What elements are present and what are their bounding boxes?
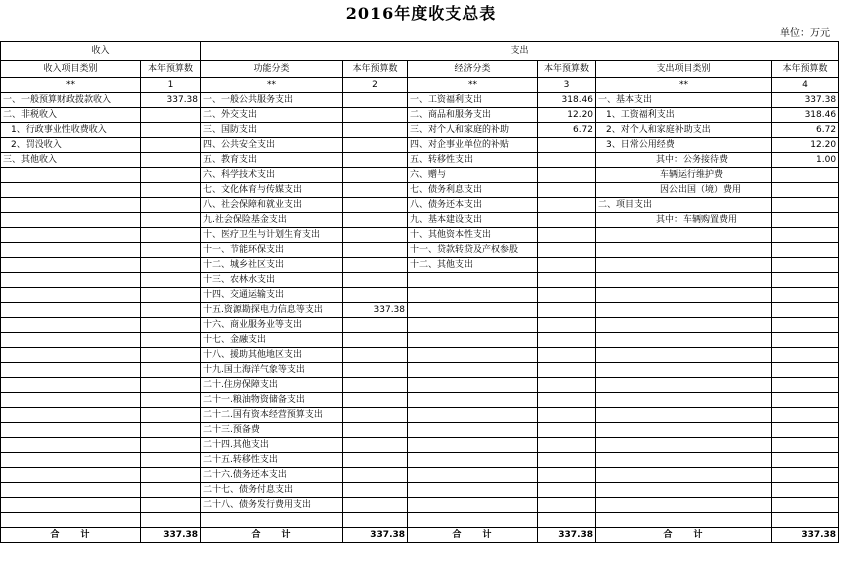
income-item-cell[interactable] [1,288,141,303]
functional-value-cell[interactable] [343,483,408,498]
empty-cell[interactable] [343,513,408,528]
expense-value-cell[interactable] [772,408,839,423]
income-total-label[interactable]: 合 计 [1,528,141,543]
col-economic[interactable]: 经济分类 [408,61,538,78]
col-functional[interactable]: 功能分类 [201,61,343,78]
functional-item-cell[interactable]: 九.社会保险基金支出 [201,213,343,228]
economic-item-cell[interactable]: 十一、贷款转贷及产权参股 [408,243,538,258]
expense-value-cell[interactable] [772,393,839,408]
economic-value-cell[interactable] [538,183,596,198]
economic-value-cell[interactable]: 12.20 [538,108,596,123]
functional-item-cell[interactable]: 十二、城乡社区支出 [201,258,343,273]
expense-item-cell[interactable]: 其中：车辆购置费用 [596,213,772,228]
income-value-cell[interactable] [141,498,201,513]
economic-value-cell[interactable] [538,198,596,213]
income-item-cell[interactable]: 1、行政事业性收费收入 [1,123,141,138]
income-item-cell[interactable] [1,423,141,438]
expense-item-cell[interactable]: 其中：公务接待费 [596,153,772,168]
expense-item-cell[interactable] [596,228,772,243]
functional-value-cell[interactable] [343,123,408,138]
table-row [1,198,839,213]
expense-value-cell[interactable]: 337.38 [772,93,839,108]
income-item-cell[interactable] [1,318,141,333]
budget-table [0,41,839,543]
expense-item-cell[interactable] [596,393,772,408]
income-value-cell[interactable] [141,138,201,153]
expense-value-cell[interactable]: 12.20 [772,138,839,153]
expense-value-cell[interactable] [772,183,839,198]
expense-value-cell[interactable] [772,318,839,333]
economic-item-cell[interactable] [408,363,538,378]
functional-value-cell[interactable] [343,168,408,183]
table-row [1,318,839,333]
income-value-cell[interactable] [141,303,201,318]
expense-item-cell[interactable] [596,363,772,378]
economic-value-cell[interactable] [538,453,596,468]
functional-item-cell[interactable]: 二十三.预备费 [201,423,343,438]
table-row [1,408,839,423]
functional-value-cell[interactable] [343,138,408,153]
income-value-cell[interactable] [141,408,201,423]
income-item-cell[interactable] [1,378,141,393]
empty-cell[interactable] [1,513,141,528]
economic-value-cell[interactable] [538,243,596,258]
col-expense-item[interactable]: 支出项目类别 [596,61,772,78]
income-item-cell[interactable] [1,168,141,183]
income-item-cell[interactable] [1,258,141,273]
income-item-cell[interactable]: 一、一般预算财政拨款收入 [1,93,141,108]
table-row [1,123,839,138]
income-value-cell[interactable] [141,153,201,168]
income-item-cell[interactable] [1,483,141,498]
economic-item-cell[interactable]: 三、对个人和家庭的补助 [408,123,538,138]
income-value-cell[interactable] [141,258,201,273]
col-budget-4[interactable]: 本年预算数 [772,61,839,78]
expense-value-cell[interactable] [772,363,839,378]
income-value-cell[interactable] [141,333,201,348]
index-star[interactable]: ** [201,78,343,93]
functional-value-cell[interactable] [343,318,408,333]
income-item-cell[interactable] [1,213,141,228]
income-header[interactable]: 收入 [1,42,201,61]
economic-value-cell[interactable] [538,378,596,393]
empty-cell[interactable] [538,513,596,528]
functional-value-cell[interactable] [343,243,408,258]
income-item-cell[interactable]: 二、非税收入 [1,108,141,123]
expense-item-cell[interactable] [596,333,772,348]
economic-value-cell[interactable] [538,483,596,498]
table-row [1,153,839,168]
economic-item-cell[interactable] [408,318,538,333]
index-star[interactable]: ** [596,78,772,93]
expense-value-cell[interactable] [772,303,839,318]
expense-header[interactable]: 支出 [201,42,839,61]
functional-value-cell[interactable] [343,408,408,423]
expense-value-cell[interactable] [772,483,839,498]
col-budget-2[interactable]: 本年预算数 [343,61,408,78]
expense-item-cell[interactable]: 2、对个人和家庭补助支出 [596,123,772,138]
economic-item-cell[interactable]: 七、债务利息支出 [408,183,538,198]
functional-value-cell[interactable] [343,183,408,198]
functional-value-cell[interactable] [343,153,408,168]
expense-value-cell[interactable] [772,378,839,393]
expense-value-cell[interactable] [772,468,839,483]
economic-value-cell[interactable] [538,228,596,243]
expense-value-cell[interactable] [772,228,839,243]
economic-item-cell[interactable]: 九、基本建设支出 [408,213,538,228]
empty-cell[interactable] [201,513,343,528]
expense-value-cell[interactable]: 6.72 [772,123,839,138]
table-row [1,468,839,483]
expense-value-cell[interactable] [772,498,839,513]
income-value-cell[interactable] [141,123,201,138]
economic-item-cell[interactable] [408,498,538,513]
functional-item-cell[interactable]: 六、科学技术支出 [201,168,343,183]
col-income-item[interactable]: 收入项目类别 [1,61,141,78]
economic-item-cell[interactable]: 二、商品和服务支出 [408,108,538,123]
income-item-cell[interactable] [1,348,141,363]
functional-value-cell[interactable] [343,273,408,288]
income-value-cell[interactable] [141,468,201,483]
expense-item-cell[interactable]: 一、基本支出 [596,93,772,108]
table-row [1,303,839,318]
income-item-cell[interactable] [1,228,141,243]
expense-value-cell[interactable]: 1.00 [772,153,839,168]
economic-value-cell[interactable] [538,303,596,318]
economic-value-cell[interactable] [538,408,596,423]
income-value-cell[interactable] [141,363,201,378]
income-value-cell[interactable] [141,393,201,408]
table-row [1,273,839,288]
expense-item-cell[interactable] [596,468,772,483]
economic-value-cell[interactable] [538,423,596,438]
functional-value-cell[interactable] [343,108,408,123]
economic-value-cell[interactable] [538,393,596,408]
functional-value-cell[interactable] [343,198,408,213]
table-row [1,138,839,153]
economic-item-cell[interactable] [408,288,538,303]
income-item-cell[interactable] [1,453,141,468]
expense-total-label[interactable]: 合 计 [596,528,772,543]
functional-value-cell[interactable] [343,498,408,513]
economic-item-cell[interactable] [408,453,538,468]
empty-cell[interactable] [772,513,839,528]
economic-value-cell[interactable] [538,318,596,333]
functional-item-cell[interactable]: 十六、商业服务业等支出 [201,318,343,333]
table-row [1,333,839,348]
functional-value-cell[interactable] [343,378,408,393]
functional-item-cell[interactable]: 二十.住房保障支出 [201,378,343,393]
empty-cell[interactable] [408,513,538,528]
expense-item-cell[interactable] [596,378,772,393]
expense-item-cell[interactable] [596,273,772,288]
economic-item-cell[interactable]: 十二、其他支出 [408,258,538,273]
economic-total-value[interactable]: 337.38 [538,528,596,543]
income-value-cell[interactable] [141,318,201,333]
empty-cell[interactable] [141,513,201,528]
income-item-cell[interactable] [1,498,141,513]
functional-item-cell[interactable]: 二十四.其他支出 [201,438,343,453]
sheet-title: 2016年度收支总表 [345,4,497,23]
functional-item-cell[interactable]: 二十七、债务付息支出 [201,483,343,498]
economic-value-cell[interactable] [538,138,596,153]
functional-item-cell[interactable]: 二、外交支出 [201,108,343,123]
income-item-cell[interactable]: 三、其他收入 [1,153,141,168]
income-item-cell[interactable] [1,393,141,408]
functional-item-cell[interactable]: 一、一般公共服务支出 [201,93,343,108]
economic-item-cell[interactable] [408,378,538,393]
functional-item-cell[interactable]: 十九.国土海洋气象等支出 [201,363,343,378]
functional-item-cell[interactable]: 三、国防支出 [201,123,343,138]
unit-label: 单位：万元 [780,28,830,39]
totals-row [1,528,839,543]
functional-item-cell[interactable]: 二十二.国有资本经营预算支出 [201,408,343,423]
table-row [1,483,839,498]
economic-total-label[interactable]: 合 计 [408,528,538,543]
income-value-cell[interactable] [141,348,201,363]
economic-item-cell[interactable] [408,393,538,408]
functional-item-cell[interactable]: 十五.资源勘探电力信息等支出 [201,303,343,318]
economic-value-cell[interactable] [538,363,596,378]
expense-item-cell[interactable] [596,438,772,453]
expense-item-cell[interactable] [596,483,772,498]
income-total-value[interactable]: 337.38 [141,528,201,543]
income-item-cell[interactable]: 2、罚没收入 [1,138,141,153]
expense-item-cell[interactable] [596,408,772,423]
economic-value-cell[interactable] [538,213,596,228]
income-item-cell[interactable] [1,333,141,348]
expense-item-cell[interactable]: 1、工资福利支出 [596,108,772,123]
expense-item-cell[interactable] [596,423,772,438]
economic-value-cell[interactable] [538,498,596,513]
functional-value-cell[interactable] [343,213,408,228]
economic-value-cell[interactable] [538,333,596,348]
economic-item-cell[interactable] [408,423,538,438]
table-row [1,288,839,303]
income-item-cell[interactable] [1,183,141,198]
economic-item-cell[interactable]: 一、工资福利支出 [408,93,538,108]
table-row [1,453,839,468]
table-row [1,183,839,198]
functional-value-cell[interactable] [343,228,408,243]
functional-value-cell[interactable] [343,423,408,438]
index-star[interactable]: ** [408,78,538,93]
income-item-cell[interactable] [1,303,141,318]
functional-value-cell[interactable] [343,453,408,468]
economic-item-cell[interactable] [408,333,538,348]
functional-value-cell[interactable]: 337.38 [343,303,408,318]
table-row-empty [1,513,839,528]
expense-value-cell[interactable] [772,288,839,303]
economic-item-cell[interactable] [408,438,538,453]
functional-item-cell[interactable]: 十三、农林水支出 [201,273,343,288]
income-value-cell[interactable] [141,183,201,198]
functional-item-cell[interactable]: 二十五.转移性支出 [201,453,343,468]
economic-item-cell[interactable] [408,408,538,423]
income-item-cell[interactable] [1,468,141,483]
income-value-cell[interactable] [141,288,201,303]
functional-value-cell[interactable] [343,333,408,348]
income-value-cell[interactable] [141,108,201,123]
functional-item-cell[interactable]: 二十一.粮油物资储备支出 [201,393,343,408]
expense-item-cell[interactable]: 3、日常公用经费 [596,138,772,153]
economic-value-cell[interactable] [538,153,596,168]
functional-value-cell[interactable] [343,93,408,108]
expense-item-cell[interactable] [596,258,772,273]
economic-value-cell[interactable] [538,468,596,483]
economic-item-cell[interactable] [408,273,538,288]
economic-value-cell[interactable] [538,348,596,363]
economic-item-cell[interactable]: 八、债务还本支出 [408,198,538,213]
functional-item-cell[interactable]: 五、教育支出 [201,153,343,168]
economic-item-cell[interactable] [408,303,538,318]
table-row [1,228,839,243]
functional-value-cell[interactable] [343,258,408,273]
income-item-cell[interactable] [1,438,141,453]
economic-value-cell[interactable]: 318.46 [538,93,596,108]
table-row [1,258,839,273]
expense-value-cell[interactable] [772,348,839,363]
economic-value-cell[interactable] [538,438,596,453]
economic-item-cell[interactable]: 六、赠与 [408,168,538,183]
income-item-cell[interactable] [1,273,141,288]
functional-item-cell[interactable]: 十一、节能环保支出 [201,243,343,258]
index-2[interactable]: 2 [343,78,408,93]
functional-item-cell[interactable]: 十四、交通运输支出 [201,288,343,303]
income-value-cell[interactable] [141,423,201,438]
expense-item-cell[interactable] [596,288,772,303]
expense-item-cell[interactable] [596,453,772,468]
expense-item-cell[interactable] [596,498,772,513]
expense-value-cell[interactable] [772,243,839,258]
table-row [1,423,839,438]
functional-value-cell[interactable] [343,348,408,363]
table-row [1,243,839,258]
income-item-cell[interactable] [1,408,141,423]
economic-item-cell[interactable]: 五、转移性支出 [408,153,538,168]
economic-value-cell[interactable] [538,258,596,273]
expense-item-cell[interactable]: 车辆运行维护费 [596,168,772,183]
expense-value-cell[interactable] [772,333,839,348]
income-value-cell[interactable] [141,378,201,393]
empty-cell[interactable] [596,513,772,528]
economic-value-cell[interactable]: 6.72 [538,123,596,138]
functional-item-cell[interactable]: 二十八、债务发行费用支出 [201,498,343,513]
table-row [1,213,839,228]
table-row [1,348,839,363]
income-value-cell[interactable] [141,198,201,213]
table-row [1,168,839,183]
expense-value-cell[interactable] [772,198,839,213]
functional-item-cell[interactable]: 十八、援助其他地区支出 [201,348,343,363]
table-row [1,378,839,393]
table-row [1,498,839,513]
economic-item-cell[interactable]: 四、对企事业单位的补贴 [408,138,538,153]
expense-value-cell[interactable] [772,213,839,228]
income-value-cell[interactable] [141,228,201,243]
functional-value-cell[interactable] [343,468,408,483]
functional-value-cell[interactable] [343,288,408,303]
index-1[interactable]: 1 [141,78,201,93]
economic-value-cell[interactable] [538,288,596,303]
income-value-cell[interactable] [141,243,201,258]
expense-value-cell[interactable]: 318.46 [772,108,839,123]
functional-item-cell[interactable]: 八、社会保障和就业支出 [201,198,343,213]
functional-item-cell[interactable]: 七、文化体育与传媒支出 [201,183,343,198]
index-star[interactable]: ** [1,78,141,93]
income-value-cell[interactable] [141,438,201,453]
income-value-cell[interactable] [141,168,201,183]
expense-value-cell[interactable] [772,453,839,468]
functional-value-cell[interactable] [343,393,408,408]
expense-item-cell[interactable] [596,318,772,333]
income-item-cell[interactable] [1,243,141,258]
table-row [1,363,839,378]
functional-total-label[interactable]: 合 计 [201,528,343,543]
expense-item-cell[interactable] [596,303,772,318]
functional-item-cell[interactable]: 十、医疗卫生与计划生育支出 [201,228,343,243]
economic-value-cell[interactable] [538,273,596,288]
index-4[interactable]: 4 [772,78,839,93]
functional-total-value[interactable]: 337.38 [343,528,408,543]
functional-item-cell[interactable]: 四、公共安全支出 [201,138,343,153]
expense-value-cell[interactable] [772,258,839,273]
income-item-cell[interactable] [1,198,141,213]
income-value-cell[interactable] [141,213,201,228]
expense-item-cell[interactable]: 因公出国（境）费用 [596,183,772,198]
expense-value-cell[interactable] [772,438,839,453]
col-budget-3[interactable]: 本年预算数 [538,61,596,78]
economic-item-cell[interactable] [408,483,538,498]
expense-item-cell[interactable] [596,243,772,258]
expense-item-cell[interactable]: 二、项目支出 [596,198,772,213]
economic-value-cell[interactable] [538,168,596,183]
income-value-cell[interactable] [141,273,201,288]
income-value-cell[interactable] [141,453,201,468]
functional-value-cell[interactable] [343,363,408,378]
functional-item-cell[interactable]: 十七、金融支出 [201,333,343,348]
col-budget-1[interactable]: 本年预算数 [141,61,201,78]
table-row [1,438,839,453]
income-item-cell[interactable] [1,363,141,378]
functional-value-cell[interactable] [343,438,408,453]
expense-value-cell[interactable] [772,273,839,288]
income-value-cell[interactable]: 337.38 [141,93,201,108]
table-row [1,93,839,108]
expense-item-cell[interactable] [596,348,772,363]
income-value-cell[interactable] [141,483,201,498]
index-3[interactable]: 3 [538,78,596,93]
economic-item-cell[interactable] [408,468,538,483]
expense-value-cell[interactable] [772,423,839,438]
table-row [1,393,839,408]
expense-total-value[interactable]: 337.38 [772,528,839,543]
economic-item-cell[interactable] [408,348,538,363]
table-row [1,108,839,123]
economic-item-cell[interactable]: 十、其他资本性支出 [408,228,538,243]
expense-value-cell[interactable] [772,168,839,183]
functional-item-cell[interactable]: 二十六.债务还本支出 [201,468,343,483]
